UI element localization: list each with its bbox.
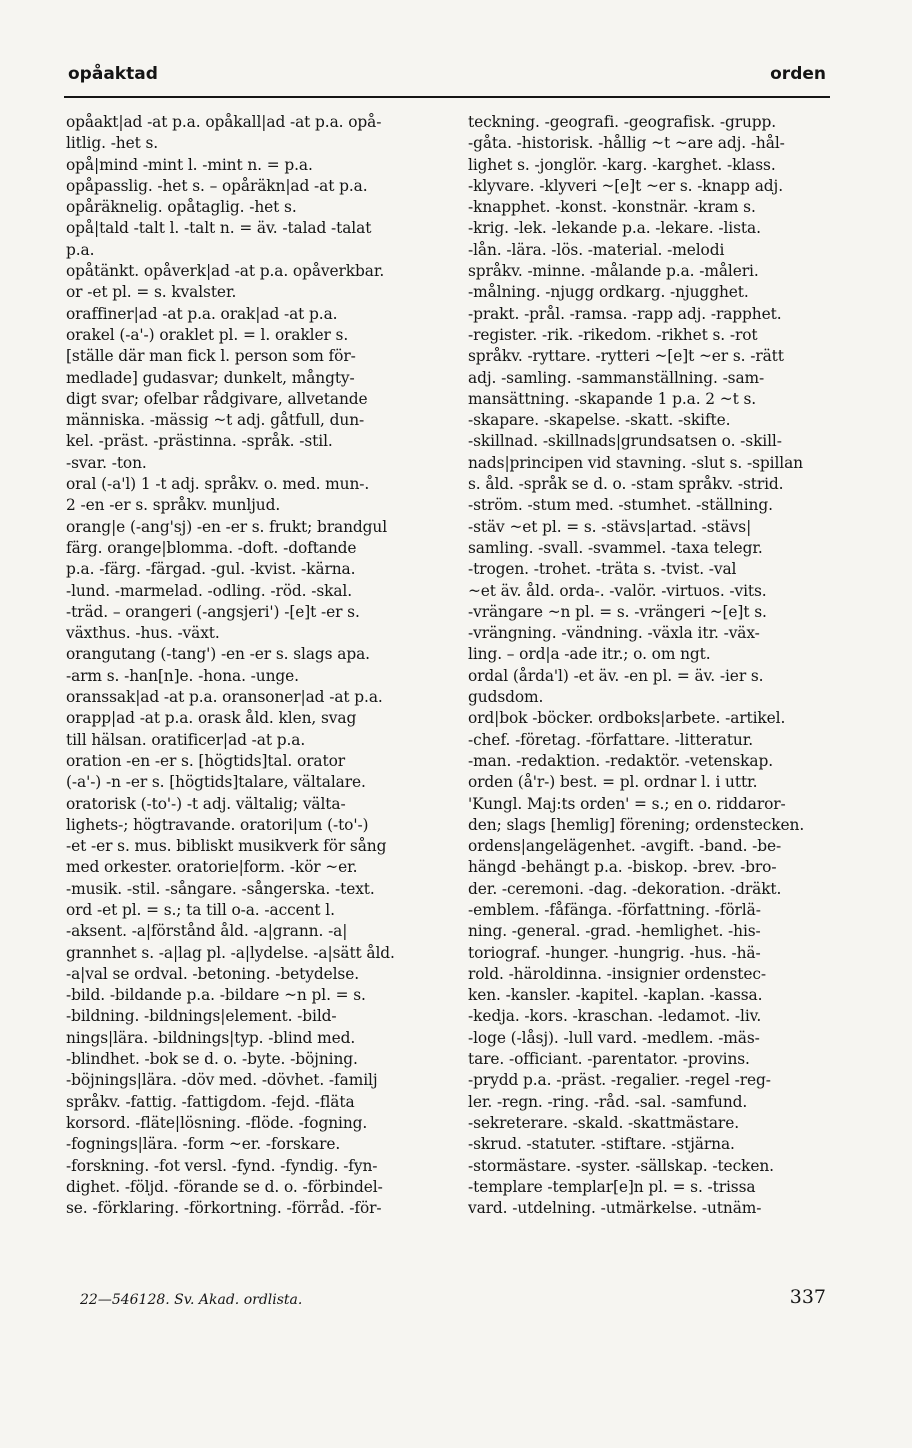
entry-line: -et -er s. mus. bibliskt musikverk för sång xyxy=(66,837,387,856)
entry-line: mansättning. -skapande 1 p.a. 2 ~t s. xyxy=(468,389,757,408)
entry-line: rold. -häroldinna. -insignier ordenstec- xyxy=(468,964,766,983)
entry-line: ord|bok -böcker. ordboks|arbete. -artikel. xyxy=(468,709,786,728)
entry-line: oratorisk (-to'-) -t adj. vältalig; välta- xyxy=(66,794,346,813)
entry-line: språkv. -fattig. -fattigdom. -fejd. -fläta xyxy=(66,1092,355,1111)
entry-line: [ställe där man fick l. person som för- xyxy=(66,347,356,366)
entry-line: -skrud. -statuter. -stiftare. -stjärna. xyxy=(468,1135,735,1154)
entry-line: -gåta. -historisk. -hållig ~t ~are adj. -hål- xyxy=(468,134,785,153)
entry-line: se. -förklaring. -förkortning. -förråd. -för- xyxy=(66,1199,382,1218)
page-number: 337 xyxy=(789,1286,826,1308)
entry-line: -prydd p.a. -präst. -regalier. -regel -reg- xyxy=(468,1071,771,1090)
entry-line: lighet s. -jonglör. -karg. -karghet. -klass. xyxy=(468,155,776,174)
header-rule xyxy=(64,96,830,98)
entry-line: -stormästare. -syster. -sällskap. -tecken. xyxy=(468,1156,774,1175)
entry-line: med orkester. oratorie|form. -kör ~er. xyxy=(66,858,358,877)
entry-line: opåräknelig. opåtaglig. -het s. xyxy=(66,198,297,217)
entry-line: p.a. -färg. -färgad. -gul. -kvist. -kärna. xyxy=(66,560,356,579)
entry-line: ning. -general. -grad. -hemlighet. -his- xyxy=(468,922,761,941)
entry-line: -register. -rik. -rikedom. -rikhet s. -rot xyxy=(468,325,758,344)
entry-line: opåpasslig. -het s. – opåräkn|ad -at p.a. xyxy=(66,176,368,195)
entry-line: -man. -redaktion. -redaktör. -vetenskap. xyxy=(468,751,774,770)
entry-line: den; slags [hemlig] förening; ordenstecken. xyxy=(468,815,805,834)
entry-line: opå|tald -talt l. -talt n. = äv. -talad -talat xyxy=(66,219,372,238)
entry-line: -bildning. -bildnings|element. -bild- xyxy=(66,1007,337,1026)
entry-line: -trogen. -trohet. -träta s. -tvist. -val xyxy=(468,560,737,579)
entry-line: p.a. xyxy=(66,240,95,259)
entry-line: -vrängare ~n pl. = s. -vrängeri ~[e]t s. xyxy=(468,602,767,621)
entry-line: tare. -officiant. -parentator. -provins. xyxy=(468,1050,750,1069)
right-column xyxy=(468,112,832,1219)
entry-line: språkv. -ryttare. -rytteri ~[e]t ~er s. -rätt xyxy=(468,347,784,366)
entry-line: 'Kungl. Maj:ts orden' = s.; en o. riddaror- xyxy=(468,794,786,813)
printer-signature: 22—546128. Sv. Akad. ordlista. xyxy=(80,1292,303,1308)
entry-line: lighets-; högtravande. oratori|um (-to'-) xyxy=(66,815,369,834)
entry-line: -a|val se ordval. -betoning. -betydelse. xyxy=(66,964,360,983)
entry-line: -krig. -lek. -lekande p.a. -lekare. -lista. xyxy=(468,219,761,238)
entry-line: or -et pl. = s. kvalster. xyxy=(66,283,237,302)
entry-line: nings|lära. -bildnings|typ. -blind med. xyxy=(66,1028,356,1047)
entry-line: ord -et pl. = s.; ta till o-a. -accent l. xyxy=(66,900,335,919)
entry-line: -blindhet. -bok se d. o. -byte. -böjning. xyxy=(66,1050,358,1069)
entry-line: opåtänkt. opåverk|ad -at p.a. opåverkbar. xyxy=(66,262,385,281)
entry-line: digt svar; ofelbar rådgivare, allvetande xyxy=(66,389,368,408)
entry-line: -bild. -bildande p.a. -bildare ~n pl. = s. xyxy=(66,986,366,1005)
entry-line: orden (å'r-) best. = pl. ordnar l. i uttr. xyxy=(468,773,758,792)
entry-line: -träd. – orangeri (-angsjeri') -[e]t -er s. xyxy=(66,602,360,621)
entry-line: -böjnings|lära. -döv med. -dövhet. -familj xyxy=(66,1071,378,1090)
entry-line: orang|e (-ang'sj) -en -er s. frukt; brandgul xyxy=(66,517,388,536)
entry-line: ken. -kansler. -kapitel. -kaplan. -kassa. xyxy=(468,986,763,1005)
entry-line: -lund. -marmelad. -odling. -röd. -skal. xyxy=(66,581,353,600)
entry-line: till hälsan. oratificer|ad -at p.a. xyxy=(66,730,306,749)
entry-line: -stäv ~et pl. = s. -stävs|artad. -stävs| xyxy=(468,517,752,536)
entry-line: korsord. -fläte|lösning. -flöde. -fogning. xyxy=(66,1113,368,1132)
entry-line: -chef. -företag. -författare. -litteratur. xyxy=(468,730,754,749)
entry-line: orapp|ad -at p.a. orask åld. klen, svag xyxy=(66,709,357,728)
entry-line: nads|principen vid stavning. -slut s. -spillan xyxy=(468,453,803,472)
entry-line: oration -en -er s. [högtids]tal. orator xyxy=(66,751,346,770)
entry-line: hängd -behängt p.a. -biskop. -brev. -bro- xyxy=(468,858,777,877)
entry-line: ler. -regn. -ring. -råd. -sal. -samfund. xyxy=(468,1092,748,1111)
entry-line: medlade] gudasvar; dunkelt, mångty- xyxy=(66,368,355,387)
entry-line: -skillnad. -skillnads|grundsatsen o. -skill- xyxy=(468,432,782,451)
entry-line: oraffiner|ad -at p.a. orak|ad -at p.a. xyxy=(66,304,338,323)
entry-line: grannhet s. -a|lag pl. -a|lydelse. -a|sätt åld. xyxy=(66,943,395,962)
entry-line: -forskning. -fot versl. -fynd. -fyndig. -fyn- xyxy=(66,1156,378,1175)
entry-line: litlig. -het s. xyxy=(66,134,159,153)
entry-line: teckning. -geografi. -geografisk. -grupp. xyxy=(468,113,777,131)
entry-line: växthus. -hus. -växt. xyxy=(66,624,220,643)
running-header xyxy=(68,60,826,94)
entry-line: samling. -svall. -svammel. -taxa telegr. xyxy=(468,538,763,557)
entry-line: toriograf. -hunger. -hungrig. -hus. -hä- xyxy=(468,943,761,962)
header-first-entry: opåaktad xyxy=(68,64,158,84)
entry-line: språkv. -minne. -målande p.a. -måleri. xyxy=(468,262,759,281)
entry-line: gudsdom. xyxy=(468,688,544,707)
entry-line: ling. – ord|a -ade itr.; o. om ngt. xyxy=(468,645,711,664)
entry-line: orangutang (-tang') -en -er s. slags apa. xyxy=(66,645,370,664)
entry-line: -svar. -ton. xyxy=(66,453,147,472)
entry-line: -klyvare. -klyveri ~[e]t ~er s. -knapp adj. xyxy=(468,176,784,195)
entry-line: -aksent. -a|förstånd åld. -a|grann. -a| xyxy=(66,922,348,941)
entry-line: ordens|angelägenhet. -avgift. -band. -be- xyxy=(468,837,782,856)
entry-line: (-a'-) -n -er s. [högtids]talare, vältalare. xyxy=(66,773,366,792)
entry-line: människa. -mässig ~t adj. gåtfull, dun- xyxy=(66,411,365,430)
entry-line: -fognings|lära. -form ~er. -forskare. xyxy=(66,1135,341,1154)
left-column xyxy=(66,112,430,1219)
entry-line: -templare -templar[e]n pl. = s. -trissa xyxy=(468,1177,756,1196)
entry-line: -musik. -stil. -sångare. -sångerska. -text. xyxy=(66,879,375,898)
entry-line: -skapare. -skapelse. -skatt. -skifte. xyxy=(468,411,731,430)
entry-line: oranssak|ad -at p.a. oransoner|ad -at p.a. xyxy=(66,688,383,707)
entry-line: -sekreterare. -skald. -skattmästare. xyxy=(468,1113,739,1132)
entry-line: dighet. -följd. -förande se d. o. -förbindel- xyxy=(66,1177,383,1196)
entry-line: oral (-a'l) 1 -t adj. språkv. o. med. mun-. xyxy=(66,475,370,494)
entry-line: -arm s. -han[n]e. -hona. -unge. xyxy=(66,666,299,685)
entry-line: 2 -en -er s. språkv. munljud. xyxy=(66,496,281,515)
entry-line: ordal (årda'l) -et äv. -en pl. = äv. -ier s. xyxy=(468,666,764,685)
entry-line: kel. -präst. -prästinna. -språk. -stil. xyxy=(66,432,333,451)
entry-line: -knapphet. -konst. -konstnär. -kram s. xyxy=(468,198,756,217)
entry-line: adj. -samling. -sammanställning. -sam- xyxy=(468,368,765,387)
entry-line: opå|mind -mint l. -mint n. = p.a. xyxy=(66,155,313,174)
entry-line: s. åld. -språk se d. o. -stam språkv. -strid. xyxy=(468,475,784,494)
entry-line: vard. -utdelning. -utmärkelse. -utnäm- xyxy=(468,1199,762,1218)
entry-line: -målning. -njugg ordkarg. -njugghet. xyxy=(468,283,749,302)
entry-line: -loge (-låsj). -lull vard. -medlem. -mäs- xyxy=(468,1028,760,1047)
entry-line: opåakt|ad -at p.a. opåkall|ad -at p.a. opå- xyxy=(66,113,382,131)
entry-line: -vrängning. -vändning. -växla itr. -väx- xyxy=(468,624,760,643)
entry-line: der. -ceremoni. -dag. -dekoration. -dräkt. xyxy=(468,879,782,898)
entry-line: orakel (-a'-) oraklet pl. = l. orakler s. xyxy=(66,325,349,344)
entry-line: -kedja. -kors. -kraschan. -ledamot. -liv. xyxy=(468,1007,762,1026)
header-last-entry: orden xyxy=(770,64,826,84)
entry-line: -lån. -lära. -lös. -material. -melodi xyxy=(468,240,725,259)
entry-line: -emblem. -fåfänga. -författning. -förlä- xyxy=(468,900,761,919)
entry-line: -prakt. -prål. -ramsa. -rapp adj. -rapphet. xyxy=(468,304,782,323)
entry-line: ~et äv. åld. orda-. -valör. -virtuos. -vits. xyxy=(468,581,767,600)
entry-line: -ström. -stum med. -stumhet. -ställning. xyxy=(468,496,773,515)
entry-line: färg. orange|blomma. -doft. -doftande xyxy=(66,538,357,557)
